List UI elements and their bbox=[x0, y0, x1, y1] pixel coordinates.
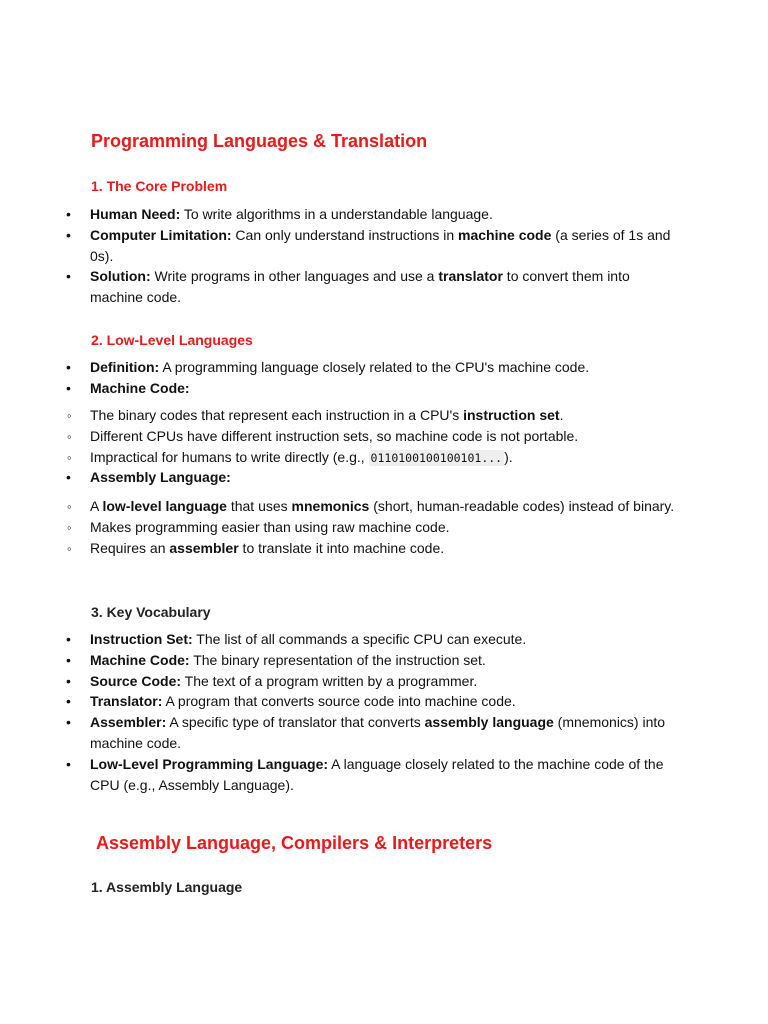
bullet-icon bbox=[66, 691, 90, 712]
item-text: (mnemonics) into machine code. bbox=[90, 714, 666, 751]
bullet-icon bbox=[66, 650, 90, 671]
circle-bullet-icon bbox=[66, 538, 90, 560]
list-item bbox=[66, 712, 686, 754]
emphasis-text: assembly language bbox=[424, 714, 554, 731]
sub-list-item bbox=[66, 496, 686, 517]
list-item bbox=[66, 629, 686, 650]
emphasis-text: translator bbox=[438, 268, 503, 285]
item-text: The binary representation of the instruction set. bbox=[189, 651, 486, 668]
item-text: ). bbox=[504, 448, 513, 465]
vocabulary-list bbox=[66, 629, 686, 795]
circle-bullet-icon bbox=[66, 405, 90, 427]
item-text: The list of all commands a specific CPU can execute. bbox=[192, 631, 527, 647]
list-item bbox=[66, 204, 686, 225]
item-text: . bbox=[559, 407, 564, 423]
list-item bbox=[66, 650, 686, 671]
binary-code-sample: 0110100100100101... bbox=[370, 450, 503, 465]
emphasis-text: mnemonics bbox=[291, 498, 370, 514]
item-text: To write algorithms in a understandable language. bbox=[180, 206, 493, 222]
term-label: Assembly Language: bbox=[90, 469, 231, 485]
bullet-icon bbox=[66, 671, 90, 692]
list-item bbox=[66, 671, 686, 692]
sub-list-item bbox=[66, 447, 686, 469]
list-item bbox=[66, 754, 686, 796]
list-item bbox=[66, 378, 686, 399]
list-item bbox=[66, 266, 686, 308]
bullet-icon bbox=[66, 754, 90, 775]
term-label: Solution: bbox=[90, 268, 151, 285]
item-text: The binary codes that represent each instruction in a CPU's bbox=[90, 407, 464, 423]
term-label: Machine Code: bbox=[90, 379, 190, 396]
list-item bbox=[66, 225, 686, 267]
term-label: Computer Limitation: bbox=[90, 226, 232, 243]
item-text: A specific type of translator that converts bbox=[166, 714, 425, 731]
item-text: A bbox=[90, 498, 103, 514]
sub-list-item bbox=[66, 426, 686, 447]
term-label: Assembler: bbox=[90, 714, 167, 731]
item-text: Impractical for humans to write directly (e.g., bbox=[90, 448, 369, 465]
term-label: Instruction Set: bbox=[90, 631, 193, 647]
circle-bullet-icon bbox=[66, 447, 90, 469]
circle-bullet-icon bbox=[66, 496, 90, 518]
item-text: A programming language closely related to the CPU's machine code. bbox=[159, 359, 590, 375]
sub-list-item bbox=[66, 538, 686, 559]
bullet-icon bbox=[66, 629, 90, 650]
item-text: The text of a program written by a programmer. bbox=[181, 672, 478, 689]
item-text: Write programs in other languages and use a bbox=[150, 268, 439, 285]
list-item bbox=[66, 691, 686, 712]
sub-list-item bbox=[66, 517, 686, 538]
section-heading-vocabulary: 3. Key Vocabulary bbox=[91, 604, 211, 620]
circle-bullet-icon bbox=[66, 426, 90, 448]
page-title: Programming Languages & Translation bbox=[91, 131, 428, 151]
assembly-heading-list bbox=[66, 467, 686, 488]
item-text: (a series of 1s and 0s). bbox=[90, 226, 671, 264]
sub-list-item bbox=[66, 405, 686, 426]
emphasis-text: instruction set bbox=[463, 407, 560, 423]
item-text: A language closely related to the machine code of the CPU (e.g., Assembly Language). bbox=[90, 755, 664, 793]
section-heading-assembly: 1. Assembly Language bbox=[91, 879, 243, 895]
bullet-icon bbox=[66, 225, 90, 246]
term-label: Definition: bbox=[90, 359, 160, 375]
bullet-icon bbox=[66, 712, 90, 733]
bullet-icon bbox=[66, 266, 90, 287]
machine-code-sublist bbox=[66, 405, 686, 468]
item-text: A program that converts source code into machine code. bbox=[162, 693, 516, 710]
term-label: Human Need: bbox=[90, 206, 181, 222]
assembly-sublist bbox=[66, 496, 686, 558]
item-text: Different CPUs have different instruction sets, so machine code is not portable. bbox=[90, 427, 579, 444]
bullet-icon bbox=[66, 467, 90, 488]
list-item bbox=[66, 357, 686, 378]
bullet-icon bbox=[66, 204, 90, 225]
page-title-secondary: Assembly Language, Compilers & Interpreters bbox=[96, 833, 493, 853]
item-text: to translate it into machine code. bbox=[238, 539, 445, 556]
term-label: Source Code: bbox=[90, 672, 182, 689]
circle-bullet-icon bbox=[66, 517, 90, 539]
item-text: (short, human-readable codes) instead of binary. bbox=[369, 498, 675, 514]
section-heading-core-problem: 1. The Core Problem bbox=[91, 178, 228, 194]
core-problem-list bbox=[66, 204, 686, 308]
low-level-list bbox=[66, 357, 686, 399]
item-text: Can only understand instructions in bbox=[231, 226, 459, 243]
term-label: Translator: bbox=[90, 693, 163, 710]
item-text: Requires an bbox=[90, 539, 170, 556]
list-item bbox=[66, 467, 686, 488]
section-heading-low-level: 2. Low-Level Languages bbox=[91, 332, 253, 348]
item-text: to convert them into machine code. bbox=[90, 268, 630, 306]
term-label: Low-Level Programming Language: bbox=[90, 755, 329, 772]
bullet-icon bbox=[66, 378, 90, 399]
emphasis-text: machine code bbox=[458, 226, 552, 243]
item-text: that uses bbox=[226, 498, 292, 514]
item-text: Makes programming easier than using raw machine code. bbox=[90, 518, 450, 535]
bullet-icon bbox=[66, 357, 90, 378]
emphasis-text: low-level language bbox=[102, 498, 227, 514]
term-label: Machine Code: bbox=[90, 651, 190, 668]
emphasis-text: assembler bbox=[169, 539, 239, 556]
